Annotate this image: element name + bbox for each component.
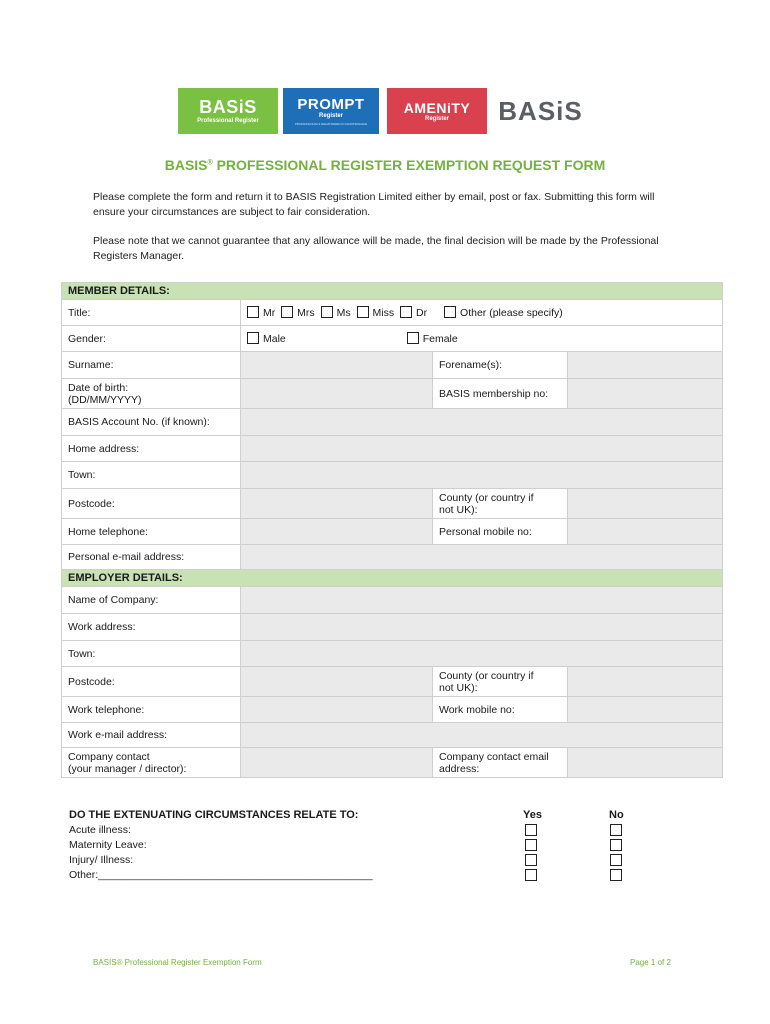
home-address-field[interactable] [241, 436, 723, 462]
home-address-label: Home address: [62, 436, 241, 462]
dob-label [62, 379, 241, 409]
checkbox[interactable] [247, 306, 259, 318]
work-county-field[interactable] [568, 667, 723, 697]
logo-text: PROMPT [297, 96, 365, 114]
footer-page-number: Page 1 of 2 [630, 958, 671, 967]
section-heading: MEMBER DETAILS: [62, 283, 723, 300]
title-text: PROFESSIONAL REGISTER EXEMPTION REQUEST FORM [212, 157, 606, 173]
registered-mark: ® [207, 159, 213, 167]
member-details-header [62, 283, 723, 300]
label-line: (DD/MM/YYYY) [68, 393, 142, 406]
forename-field[interactable] [568, 352, 723, 379]
checkbox[interactable] [321, 306, 333, 318]
label-line: County (or country if [439, 669, 534, 682]
title-option-ms[interactable] [321, 306, 351, 319]
logo-text: BASiS [199, 97, 257, 118]
prompt-register-logo [283, 88, 379, 134]
company-contact-label [62, 748, 241, 778]
town-field[interactable] [241, 462, 723, 489]
form-title [0, 157, 770, 173]
label-line: not UK): [439, 503, 478, 516]
option-label: Dr [416, 307, 428, 319]
town-label: Town: [62, 462, 241, 489]
title-options [241, 300, 723, 326]
option-label: Mrs [297, 307, 315, 319]
work-postcode-label: Postcode: [62, 667, 241, 697]
company-name-label: Name of Company: [62, 587, 241, 614]
no-checkbox[interactable] [610, 854, 622, 866]
company-contact-email-label [433, 748, 568, 778]
company-contact-field[interactable] [241, 748, 433, 778]
account-no-label: BASIS Account No. (if known): [62, 409, 241, 436]
work-email-label: Work e-mail address: [62, 723, 241, 748]
postcode-label: Postcode: [62, 489, 241, 519]
dob-field[interactable] [241, 379, 433, 409]
logo-text: BASiS [498, 95, 583, 126]
forename-label: Forename(s): [433, 352, 568, 379]
work-email-field[interactable] [241, 723, 723, 748]
logo-subtext: Register [424, 115, 449, 122]
circumstance-row-maternity-leave [69, 838, 649, 853]
label-line: address: [439, 762, 480, 775]
title-option-miss[interactable] [357, 306, 395, 319]
logo-tagline: PROFESSIONALS REGISTERED IN MAINTENANCE [294, 121, 368, 126]
no-checkbox[interactable] [610, 824, 622, 836]
intro-paragraph-1: Please complete the form and return it to BASIS Registration Limited either by email, post or fax. Submitting this form will ensure your circumstances are subject to fair consideration. [93, 191, 655, 218]
yes-column-label: Yes [523, 809, 542, 821]
title-brand: BASIS [164, 157, 208, 173]
circumstances-header [69, 808, 649, 823]
checkbox[interactable] [400, 306, 412, 318]
circumstances-heading: DO THE EXTENUATING CIRCUMSTANCES RELATE TO: [69, 809, 359, 821]
label-line: Date of birth: [68, 381, 129, 394]
circumstance-label: Acute illness: [69, 824, 131, 836]
personal-mobile-label: Personal mobile no: [433, 519, 568, 545]
option-label: Ms [336, 307, 351, 319]
checkbox[interactable] [357, 306, 369, 318]
title-option-dr[interactable] [400, 306, 427, 319]
surname-label: Surname: [62, 352, 241, 379]
postcode-field[interactable] [241, 489, 433, 519]
intro-paragraph-2: Please note that we cannot guarantee that any allowance will be made, the final decision will be made by the Professional Registers Manager. [93, 235, 659, 262]
basis-logo [493, 88, 588, 134]
work-telephone-label: Work telephone: [62, 697, 241, 723]
work-town-label: Town: [62, 641, 241, 667]
details-table [61, 282, 723, 778]
circumstance-row-acute-illness [69, 823, 649, 838]
yes-checkbox[interactable] [525, 854, 537, 866]
home-telephone-field[interactable] [241, 519, 433, 545]
logo-text: AMENiTY [403, 99, 471, 116]
home-telephone-label: Home telephone: [62, 519, 241, 545]
label-line: County (or country if [439, 491, 534, 504]
label-line: Company contact email [439, 750, 549, 763]
logo-strip [178, 88, 588, 134]
label-line: not UK): [439, 681, 478, 694]
gender-options [241, 326, 723, 352]
surname-field[interactable] [241, 352, 433, 379]
logo-subtext: Register [318, 113, 343, 120]
no-checkbox[interactable] [610, 869, 622, 881]
gender-label: Gender: [62, 326, 241, 352]
circumstance-row-injury-illness [69, 853, 649, 868]
amenity-register-logo [387, 88, 487, 134]
personal-mobile-field[interactable] [568, 519, 723, 545]
personal-email-field[interactable] [241, 545, 723, 570]
option-label: Male [263, 333, 286, 345]
label-line: Company contact [68, 750, 150, 763]
circumstance-label: Injury/ Illness: [69, 854, 134, 866]
account-no-field[interactable] [241, 409, 723, 436]
no-column-label: No [609, 809, 624, 821]
option-label: Other (please specify) [460, 307, 563, 319]
checkbox[interactable] [444, 306, 456, 318]
membership-no-field[interactable] [568, 379, 723, 409]
membership-no-label: BASIS membership no: [433, 379, 568, 409]
option-label: Miss [372, 307, 395, 319]
checkbox[interactable] [407, 332, 419, 344]
work-mobile-field[interactable] [568, 697, 723, 723]
work-address-field[interactable] [241, 614, 723, 641]
footer-form-name: BASIS® Professional Register Exemption Form [93, 958, 262, 967]
yes-checkbox[interactable] [525, 869, 537, 881]
company-contact-email-field[interactable] [568, 748, 723, 778]
no-checkbox[interactable] [610, 839, 622, 851]
title-option-mrs[interactable] [281, 306, 315, 319]
work-town-field[interactable] [241, 641, 723, 667]
gender-option-male[interactable] [247, 332, 286, 345]
circumstance-label: Other:_______________________________________________ [69, 869, 373, 881]
extenuating-circumstances [69, 808, 649, 883]
work-postcode-field[interactable] [241, 667, 433, 697]
basis-professional-register-logo [178, 88, 278, 134]
title-option-mr[interactable] [247, 306, 275, 319]
work-telephone-field[interactable] [241, 697, 433, 723]
label-line: (your manager / director): [68, 762, 187, 775]
personal-email-label: Personal e-mail address: [62, 545, 241, 570]
county-field[interactable] [568, 489, 723, 519]
title-option-other[interactable] [444, 306, 563, 319]
section-heading: EMPLOYER DETAILS: [62, 570, 723, 587]
option-label: Female [422, 333, 458, 345]
work-mobile-label: Work mobile no: [433, 697, 568, 723]
logo-subtext: Professional Register [197, 118, 259, 125]
checkbox[interactable] [247, 332, 259, 344]
yes-checkbox[interactable] [525, 839, 537, 851]
county-label [433, 489, 568, 519]
employer-details-header [62, 570, 723, 587]
gender-option-female[interactable] [407, 332, 458, 345]
work-county-label [433, 667, 568, 697]
option-label: Mr [263, 307, 276, 319]
circumstance-label: Maternity Leave: [69, 839, 147, 851]
circumstance-row-other [69, 868, 649, 883]
checkbox[interactable] [281, 306, 293, 318]
work-address-label: Work address: [62, 614, 241, 641]
title-label: Title: [62, 300, 241, 326]
yes-checkbox[interactable] [525, 824, 537, 836]
company-name-field[interactable] [241, 587, 723, 614]
